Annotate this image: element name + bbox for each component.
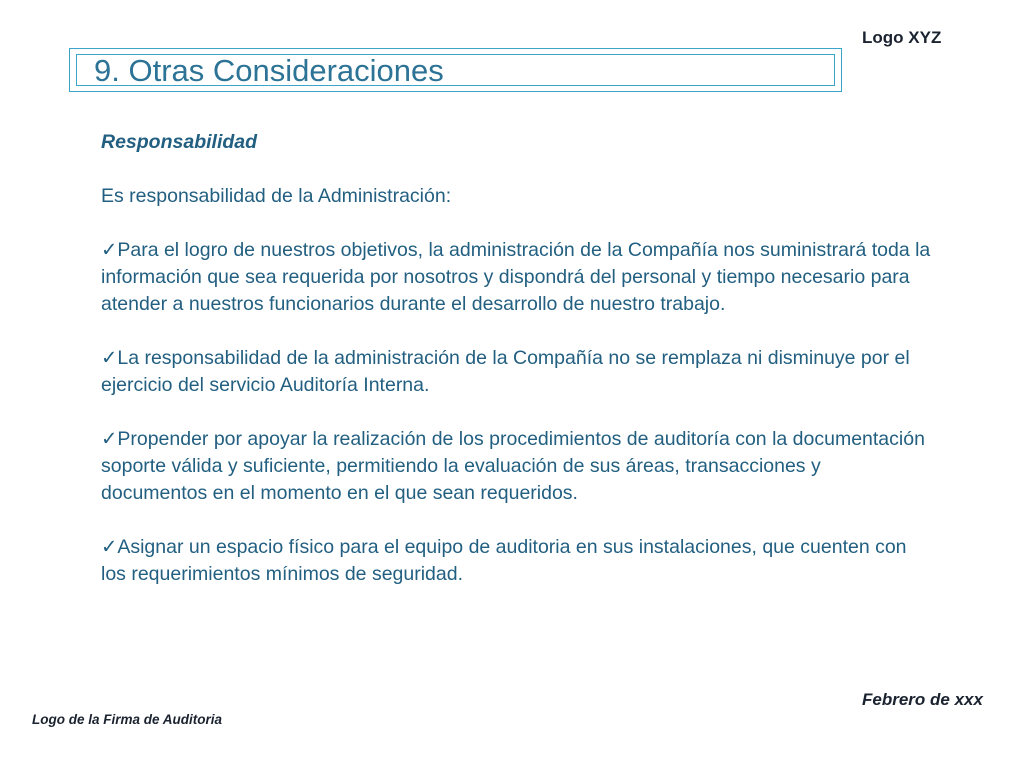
content-body bbox=[101, 129, 931, 615]
bullet-item bbox=[101, 426, 931, 507]
intro-text: Es responsabilidad de la Administración: bbox=[101, 185, 452, 207]
page-title: 9. Otras Consideraciones bbox=[94, 53, 444, 88]
company-logo-text: Logo XYZ bbox=[862, 28, 942, 47]
bullet-text: Asignar un espacio físico para el equipo de auditoria en sus instalaciones, que cuenten con los requerimientos mínimos de seguridad. bbox=[101, 536, 907, 585]
check-icon: ✓ bbox=[101, 347, 118, 369]
bullet-item bbox=[101, 345, 931, 399]
check-icon: ✓ bbox=[101, 536, 118, 558]
footer-date: Febrero de xxx bbox=[862, 690, 983, 709]
bullet-text: Para el logro de nuestros objetivos, la administración de la Compañía nos suministrará toda la información que sea requerida por nosotros y dispondrá del personal y tiempo necesario para atender a nuestros funcionarios durante el desarrollo de nuestro trabajo. bbox=[101, 239, 931, 315]
bullet-item bbox=[101, 237, 931, 318]
section-heading: Responsabilidad bbox=[101, 131, 258, 153]
bullet-text: Propender por apoyar la realización de los procedimientos de auditoría con la documentación soporte válida y suficiente, permitiendo la evaluación de sus áreas, transacciones y documentos en el momento en el que sean requeridos. bbox=[101, 428, 925, 504]
audit-firm-logo-text: Logo de la Firma de Auditoria bbox=[32, 712, 223, 727]
check-icon: ✓ bbox=[101, 239, 118, 261]
bullet-item bbox=[101, 534, 931, 588]
bullet-text: La responsabilidad de la administración de la Compañía no se remplaza ni disminuye por el ejercicio del servicio Auditoría Interna. bbox=[101, 347, 910, 396]
check-icon: ✓ bbox=[101, 428, 118, 450]
